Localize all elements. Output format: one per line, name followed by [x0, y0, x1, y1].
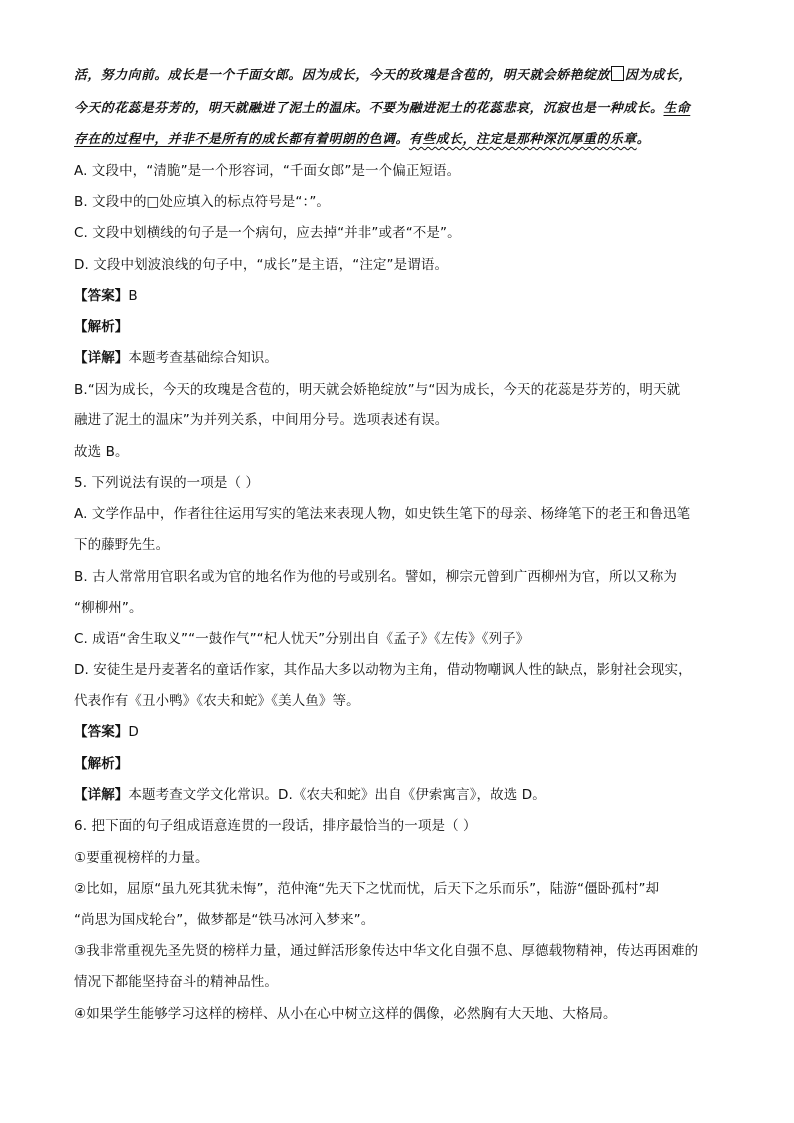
q6-sentence-3b: 情况下都能坚持奋斗的精神品性。	[74, 974, 278, 990]
detail-text: 本题考查基础综合知识。	[128, 350, 279, 366]
q4-option-a: A. 文段中，“清脆”是一个形容词，“千面女郎”是一个偏正短语。	[74, 163, 461, 179]
detail-tag: 【详解】	[74, 787, 129, 803]
q4-explanation-1: B.“因为成长，今天的玫瑰是含苞的，明天就会娇艳绽放”与“因为成长，今天的花蕊是芬芳的，明天就	[74, 382, 681, 398]
q5-analysis-tag: 【解析】	[74, 756, 129, 772]
answer-tag: 【答案】	[74, 288, 129, 304]
passage-text: 。	[636, 132, 651, 147]
q5-option-a-2: 下的藤野先生。	[74, 537, 170, 553]
q6-sentence-2b: “尚思为国戍轮台”，做梦都是“铁马冰河入梦来”。	[74, 912, 375, 928]
q5-option-d-2: 代表作有《丑小鸭》《农夫和蛇》《美人鱼》等。	[74, 693, 360, 709]
q5-detail	[74, 785, 724, 805]
detail-text: 本题考查文学文化常识。D.《农夫和蛇》出自《伊索寓言》，故选 D。	[128, 787, 546, 803]
q5-option-d-1: D. 安徒生是丹麦著名的童话作家，其作品大多以动物为主角，借动物嘲讽人性的缺点，影射社会现实，	[74, 662, 692, 678]
q6-sentence-3a: ③我非常重视先圣先贤的榜样力量，通过鲜活形象传达中华文化自强不息、厚德载物精神，传达再困难的	[74, 943, 699, 959]
passage-line-2	[74, 99, 724, 119]
answer-value: B	[128, 288, 138, 304]
q4-explanation-2: 融进了泥土的温床”为并列关系，中间用分号。选项表述有误。	[74, 412, 449, 428]
underlined-sentence: 存在的过程中，并非不是所有的成长都有着明朗的色调	[74, 132, 396, 147]
passage-text: 今天的花蕊是芬芳的，明天就融进了泥土的温床。不要为融进泥土的花蕊悲哀，沉寂也是一种成长。	[74, 101, 664, 116]
q6-sentence-2a: ②比如，屈原“虽九死其犹未悔”，范仲淹“先天下之忧而忧，后天下之乐而乐”，陆游“僵卧孤村”却	[74, 881, 660, 897]
q4-answer	[74, 286, 724, 306]
q4-option-d: D. 文段中划波浪线的句子中，“成长”是主语，“注定”是谓语。	[74, 257, 449, 273]
q5-option-a-1: A. 文学作品中，作者往往运用写实的笔法来表现人物，如史铁生笔下的母亲、杨绛笔下的老王和鲁迅笔	[74, 506, 691, 522]
q5-option-b-1: B. 古人常常用官职名或为官的地名作为他的号或别名。譬如，柳宗元曾到广西柳州为官，所以又称为	[74, 569, 677, 585]
underlined-sentence: 生命	[663, 101, 691, 116]
passage-text: 因为成长，	[624, 68, 692, 83]
q4-option-b: B. 文段中的□处应填入的标点符号是“：”。	[74, 194, 331, 210]
q6-stem: 6. 把下面的句子组成语意连贯的一段话，排序最恰当的一项是（ ）	[74, 818, 477, 834]
passage-line-1	[74, 66, 724, 86]
q5-answer	[74, 722, 724, 742]
blank-box	[611, 66, 624, 81]
answer-tag: 【答案】	[74, 724, 129, 740]
detail-tag: 【详解】	[74, 350, 129, 366]
q4-analysis-tag: 【解析】	[74, 319, 129, 335]
q5-stem: 5. 下列说法有误的一项是（ ）	[74, 475, 260, 491]
q5-option-c: C. 成语“舍生取义”“一鼓作气”“杞人忧天”分别出自《孟子》《左传》《列子》	[74, 631, 530, 647]
q4-detail	[74, 348, 724, 368]
passage-text: 活，努力向前。成长是一个千面女郎。因为成长，今天的玫瑰是含苞的，明天就会娇艳绽放	[74, 68, 610, 83]
q4-option-c: C. 文段中划横线的句子是一个病句，应去掉“并非”或者“不是”。	[74, 225, 461, 241]
q6-sentence-4: ④如果学生能够学习这样的榜样、从小在心中树立这样的偶像，必然胸有大天地、大格局。	[74, 1006, 617, 1022]
q5-option-b-2: “柳柳州”。	[74, 600, 143, 616]
q4-conclusion: 故选 B。	[74, 444, 129, 460]
answer-value: D	[128, 724, 139, 740]
wavy-underlined-sentence: 有些成长，注定是那种深沉厚重的乐章	[408, 132, 637, 147]
q6-sentence-1: ①要重视榜样的力量。	[74, 850, 209, 866]
passage-line-3	[74, 130, 724, 150]
passage-text: 。	[395, 132, 409, 147]
